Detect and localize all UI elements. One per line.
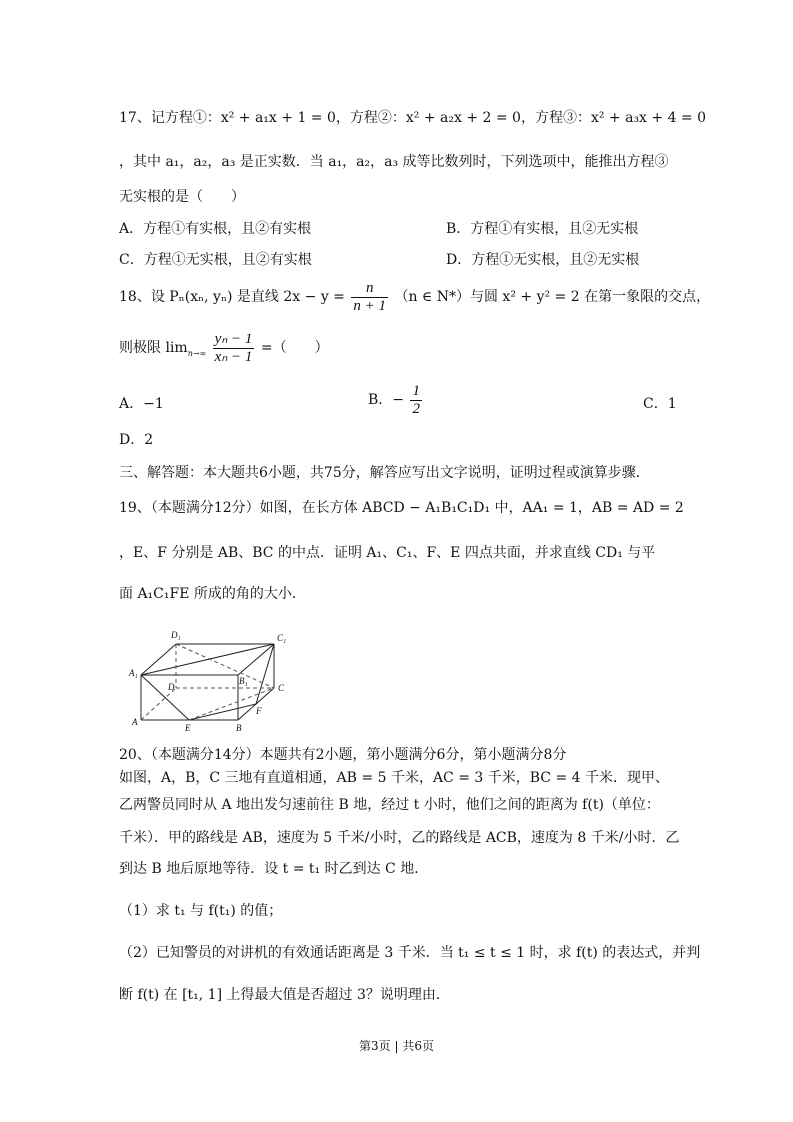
q17-line-1: 17、记方程①：x² + a₁x + 1 = 0，方程②：x² + a₂x + 2 = 0，方程③：x² + a₃x + 4 = 0 [119,110,707,126]
page-footer: 第3页 | 共6页 [359,1039,434,1053]
q17-option-b: B．方程①有实根，且②无实根 [446,221,639,237]
q18-limit-fraction [213,331,255,366]
q18-line-1 [119,279,710,315]
q19-line-1: 19、（本题满分12分）如图，在长方体 ABCD − A₁B₁C₁D₁ 中，AA₁ = 1，AB = AD = 2 [119,500,684,516]
q17-option-c: C．方程①无实根，且②有实根 [119,252,312,268]
q17-option-a: A．方程①有实根，且②有实根 [119,221,312,237]
label-e: E [185,723,191,733]
q18-fraction-num: n [351,280,388,298]
q18-prefix: 18、设 Pₙ(xₙ, yₙ) 是直线 2x − y = [119,289,345,305]
label-a: A [132,717,138,727]
line-ef [189,704,256,720]
edge-ad-hidden [141,688,176,720]
q18-line-2 [119,330,329,372]
q18-limit-num: yₙ − 1 [214,330,253,347]
line-a1c1 [141,644,274,675]
q18-option-a: A．−1 [119,396,164,412]
q18-limit-prefix: 则极限 lim [119,340,188,356]
label-d: D [168,682,175,692]
q18-option-b-den: 2 [412,400,420,417]
q18-option-b-prefix: B．− [368,392,405,408]
q18-limit-suffix: =（ ） [260,340,329,356]
q18-limit-den: xₙ − 1 [214,348,253,365]
q17-line-3: 无实根的是（ ） [119,189,245,205]
label-f: F [256,706,262,716]
q18-option-c: C．1 [643,396,677,412]
label-d1: D₁ [171,630,181,640]
line-c1f [256,644,274,704]
cuboid-figure [128,628,298,738]
label-b1: B₁ [239,676,248,686]
q20-line-1: 如图，A，B，C 三地有直道相通，AB = 5 千米，AC = 3 千米，BC = 4 千米．现甲、 [119,770,670,786]
q19-line-3: 面 A₁C₁FE 所成的角的大小． [119,586,306,602]
q20-part-1: （1）求 t₁ 与 f(t₁) 的值； [119,903,283,919]
q18-option-b-fraction [410,383,422,418]
q17-option-d: D．方程①无实根，且②无实根 [446,252,640,268]
q20-header: 20、（本题满分14分）本题共有2小题，第小题满分6分，第小题满分8分 [119,747,567,763]
q18-suffix: （n ∈ N*）与圆 x² + y² = 2 在第一象限的交点， [394,289,711,305]
q20-part-2-line-2: 断 f(t) 在 [t₁, 1] 上得最大值是否超过 3？说明理由． [119,987,450,1003]
q20-line-3: 千米）．甲的路线是 AB，速度为 5 千米/小时，乙的路线是 ACB，速度为 8 千米/小时．乙 [119,830,680,846]
q20-line-2: 乙两警员同时从 A 地出发匀速前往 B 地，经过 t 小时，他们之间的距离为 f(t)（单位： [119,797,660,813]
q18-fraction [351,280,388,315]
label-c: C [278,683,285,693]
q20-line-4: 到达 B 地后原地等待．设 t = t₁ 时乙到达 C 地． [119,861,429,877]
q17-line-2: ，其中 a₁，a₂，a₃ 是正实数．当 a₁，a₂，a₃ 成等比数列时，下列选项中，能推出方程③ [119,154,669,170]
q18-fraction-den: n + 1 [353,297,386,314]
q19-line-2: ，E、F 分别是 AB、BC 的中点．证明 A₁、C₁、F、E 四点共面，并求直线 CD₁ 与平 [119,545,656,561]
label-b: B [236,723,242,733]
q18-option-b-num: 1 [412,382,420,399]
line-cd1-hidden [176,644,274,688]
q18-limit-sub: n→∞ [187,348,207,358]
label-c1: C₁ [277,633,287,643]
section-3-heading: 三、解答题：本大题共6小题，共75分，解答应写出文字说明，证明过程或演算步骤． [119,465,650,481]
q18-option-d: D．2 [119,432,154,448]
edge-a1d1 [141,644,176,675]
label-a1: A₁ [129,668,138,678]
q18-option-b [368,382,424,418]
q20-part-2-line-1: （2）已知警员的对讲机的有效通话距离是 3 千米．当 t₁ ≤ t ≤ 1 时，求 f(t) 的表达式，并判 [119,945,701,961]
